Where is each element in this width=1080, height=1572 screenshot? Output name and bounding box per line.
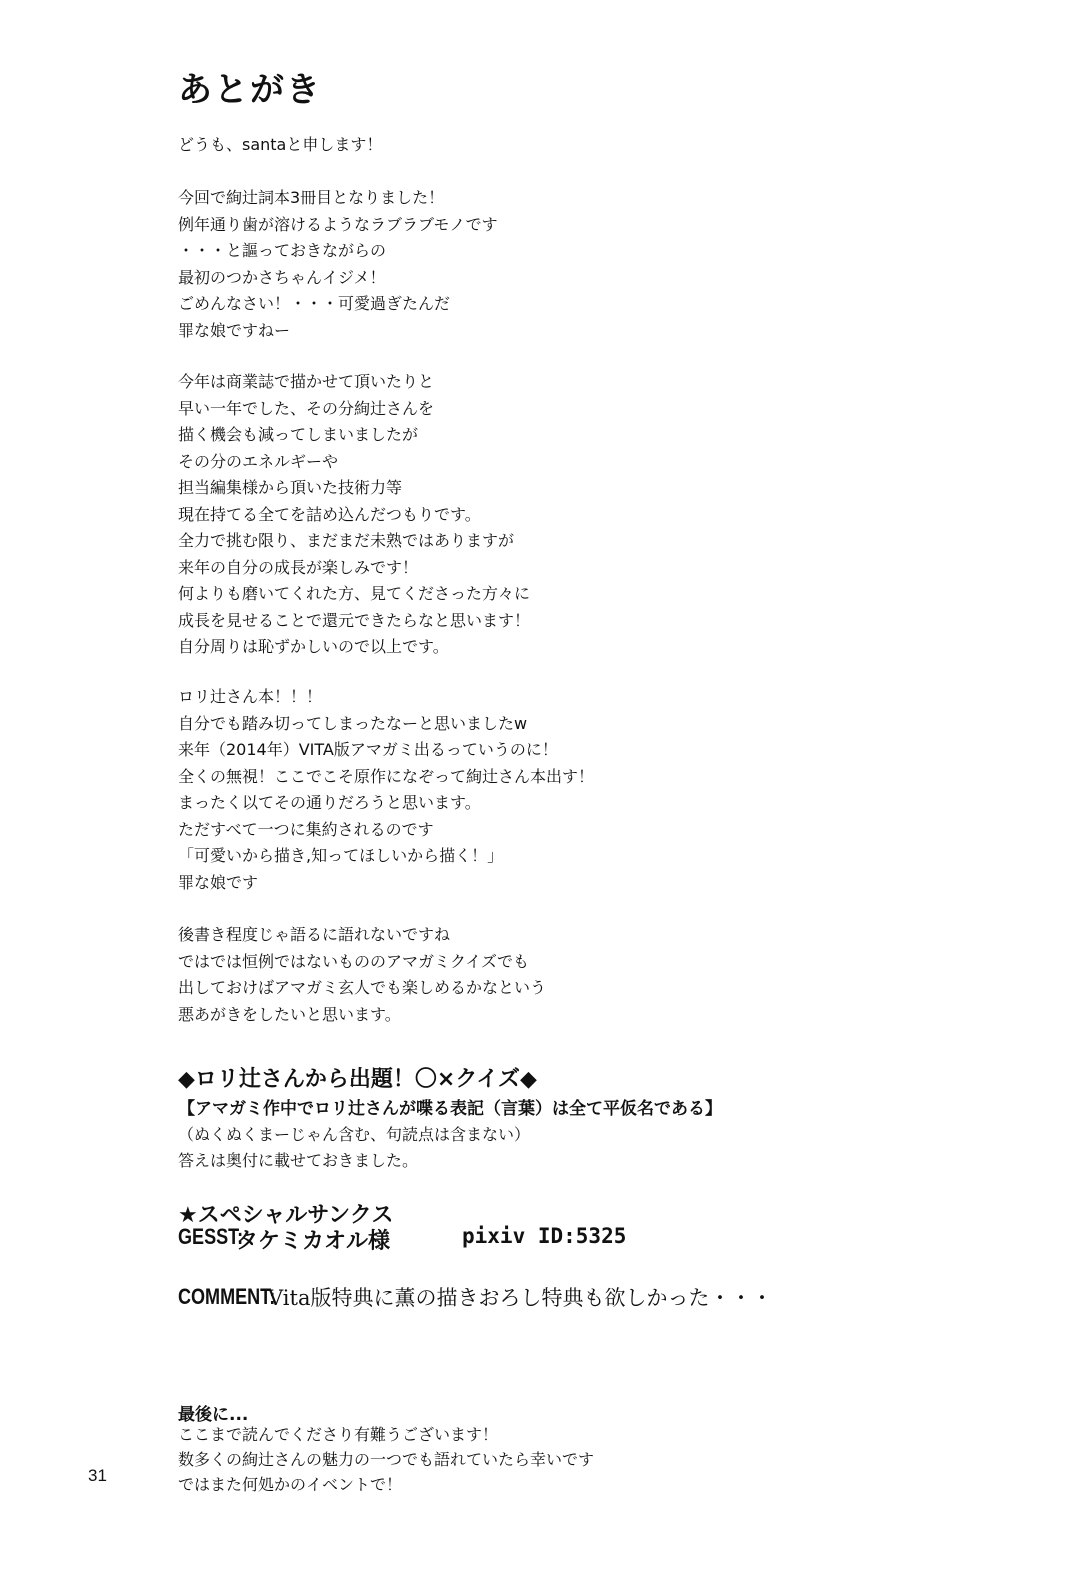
text-line: 後書き程度じゃ語るに語れないですね xyxy=(178,925,451,944)
text-line: 最初のつかさちゃんイジメ！ xyxy=(178,267,386,287)
text-line: 描く機会も減ってしまいましたが xyxy=(178,425,419,444)
paragraph-third-book xyxy=(178,185,498,344)
intro-paragraph xyxy=(178,132,382,159)
text-line: 出しておけばアマガミ玄人でも楽しめるかなという xyxy=(178,978,547,997)
text-line: 「可愛いから描き,知ってほしいから描く！」 xyxy=(178,846,504,865)
paragraph-this-year xyxy=(178,369,530,661)
text-line: 担当編集様から頂いた技術力等 xyxy=(178,478,403,497)
text-line: ごめんなさい！・・・可愛過ぎたんだ xyxy=(178,294,451,313)
comment-text: Vita版特典に薫の描きおろし特典も欲しかった・・・ xyxy=(268,1286,773,1310)
text-line: ロリ辻さん本！！！ xyxy=(178,687,323,706)
page-title: あとがき xyxy=(178,70,322,110)
text-line: ここまで読んでくださり有難うございます！ xyxy=(178,1425,499,1444)
text-line: ・・・と謳っておきながらの xyxy=(178,241,387,260)
text-line: 自分周りは恥ずかしいので以上です。 xyxy=(178,637,449,656)
pixiv-id: pixiv ID:5325 xyxy=(462,1224,627,1248)
text-line: 何よりも磨いてくれた方、見てくださった方々に xyxy=(178,584,531,603)
quiz-note: （ぬくぬくまーじゃん含む、句読点は含まない） xyxy=(178,1125,531,1144)
text-line: 今年は商業誌で描かせて頂いたりと xyxy=(178,372,435,391)
text-line: ただすべて一つに集約されるのです xyxy=(178,819,434,839)
guest-comment xyxy=(178,1284,773,1310)
text-line: 現在持てる全てを詰め込んだつもりです。 xyxy=(178,504,481,524)
text-line: 来年（2014年）VITA版アマガミ出るっていうのに！ xyxy=(178,740,558,759)
text-line: 全力で挑む限り、まだまだ未熟ではありますが xyxy=(178,531,515,550)
text-line: 悪あがきをしたいと思います。 xyxy=(178,1004,401,1024)
text-line: 全くの無視！ここでこそ原作になぞって絢辻さん本出す！ xyxy=(178,766,595,786)
page-number: 31 xyxy=(88,1466,107,1485)
text-line: 今回で絢辻詞本3冊目となりました！ xyxy=(178,188,445,207)
guest-credit xyxy=(178,1224,627,1254)
text-line: まったく以てその通りだろうと思います。 xyxy=(178,793,481,812)
quiz-answer-note: 答えは奥付に載せておきました。 xyxy=(178,1151,419,1170)
guest-label: GESST: xyxy=(178,1224,244,1249)
guest-name: タケミカオル様 xyxy=(236,1229,391,1254)
text-line: ではでは恒例ではないもののアマガミクイズでも xyxy=(178,951,530,971)
special-thanks-heading: ★スペシャルサンクス xyxy=(178,1203,394,1228)
text-line: その分のエネルギーや xyxy=(178,451,339,471)
text-line: 数多くの絢辻さんの魅力の一つでも語れていたら幸いです xyxy=(178,1450,595,1469)
closing-paragraph xyxy=(178,1422,594,1497)
paragraph-quiz-intro xyxy=(178,922,546,1028)
quiz-heading: ◆ロリ辻さんから出題！〇×クイズ◆ xyxy=(178,1067,537,1092)
quiz-statement: 【アマガミ作中でロリ辻さんが喋る表記（言葉）は全て平仮名である】 xyxy=(178,1099,722,1119)
closing-heading: 最後に... xyxy=(178,1405,249,1425)
text-line: 例年通り歯が溶けるようなラブラブモノです xyxy=(178,214,498,234)
text-line: 早い一年でした、その分絢辻さんを xyxy=(178,398,435,418)
text-line: ではまた何処かのイベントで！ xyxy=(178,1475,403,1494)
comment-label: COMMENT: xyxy=(178,1284,276,1309)
text-line: どうも、santaと申します！ xyxy=(178,135,383,154)
text-line: 成長を見せることで還元できたらなと思います！ xyxy=(178,610,531,630)
text-line: 罪な娘です xyxy=(178,872,259,892)
text-line: 自分でも踏み切ってしまったなーと思いましたw xyxy=(178,713,528,733)
text-line: 来年の自分の成長が楽しみです！ xyxy=(178,557,419,577)
text-line: 罪な娘ですねー xyxy=(178,320,291,340)
paragraph-loli-tsuji-book xyxy=(178,684,594,896)
